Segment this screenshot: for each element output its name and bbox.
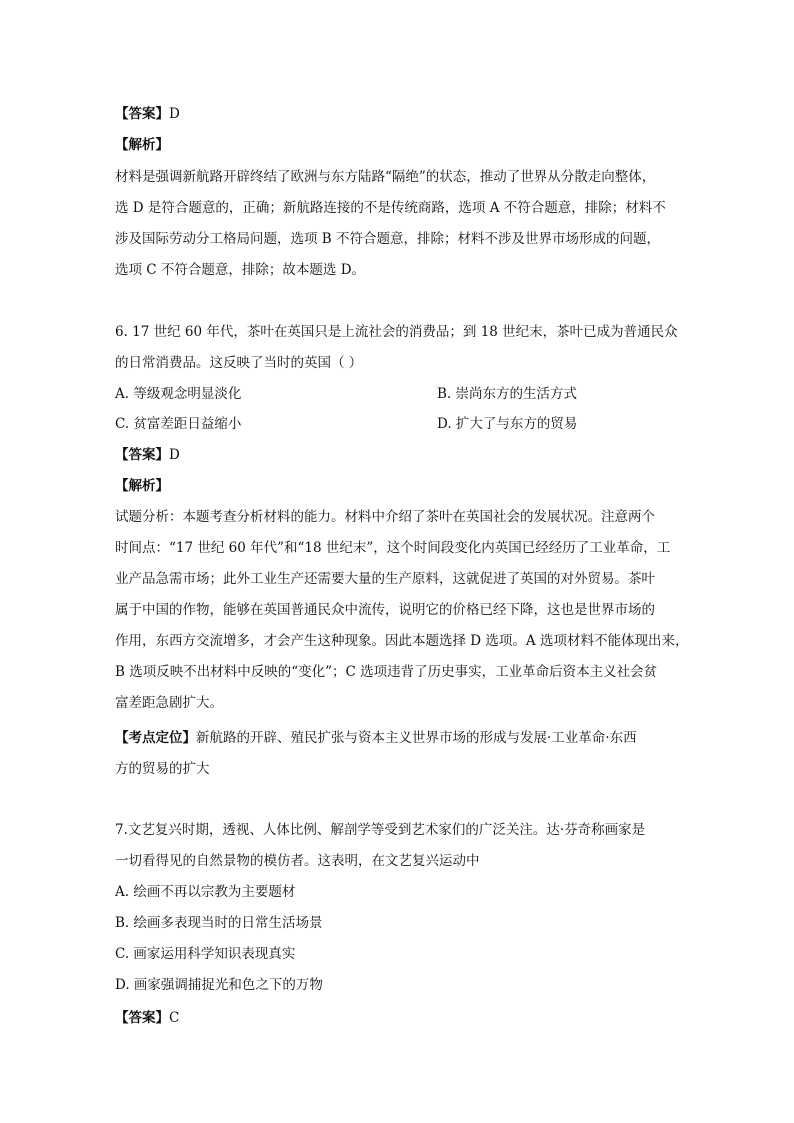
q6-stem-line: 的日常消费品。这反映了当时的英国（ ） <box>115 355 363 371</box>
q7-stem-line: 7.文艺复兴时期，透视、人体比例、解剖学等受到艺术家们的广泛关注。达·芬奇称画家是 <box>115 822 646 838</box>
answer-value: D <box>169 447 180 463</box>
kaodian-text: 新航路的开辟、殖民扩张与资本主义世界市场的形成与发展·工业革命·东西 <box>196 730 637 746</box>
q7-option-b: B. 绘画多表现当时的日常生活场景 <box>115 915 323 931</box>
q6-option-b: B. 崇尚东方的生活方式 <box>437 386 578 402</box>
q5-analysis-label: 【解析】 <box>115 137 169 153</box>
q6-analysis-line: B 选项反映不出材料中反映的“变化”；C 选项违背了历史事实，工业革命后资本主义社会贫 <box>115 664 658 680</box>
q7-option-d: D. 画家强调捕捉光和色之下的万物 <box>115 977 323 993</box>
q6-analysis-line: 属于中国的作物，能够在英国普通民众中流传，说明它的价格已经下降，这也是世界市场的 <box>115 602 655 618</box>
q6-answer <box>115 445 685 465</box>
q5-analysis-line: 选 D 是符合题意的，正确；新航路连接的不是传统商路，选项 A 不符合题意，排除；材料不 <box>115 200 666 216</box>
q6-analysis-line: 作用，东西方交流增多，才会产生这种现象。因此本题选择 D 选项。A 选项材料不能体现出来， <box>115 633 689 649</box>
answer-label: 【答案】 <box>115 106 169 122</box>
q6-analysis-line: 试题分析：本题考查分析材料的能力。材料中介绍了茶叶在英国社会的发展状况。注意两个 <box>115 509 655 525</box>
q6-option-a: A. 等级观念明显淡化 <box>115 386 242 402</box>
q6-option-c: C. 贫富差距日益缩小 <box>115 416 242 432</box>
q7-stem-line: 一切看得见的自然景物的模仿者。这表明，在文艺复兴运动中 <box>115 853 480 869</box>
q6-analysis-line: 富差距急剧扩大。 <box>115 695 223 711</box>
q6-kaodian-line2: 方的贸易的扩大 <box>115 761 210 777</box>
q5-analysis-line: 选项 C 不符合题意，排除；故本题选 D。 <box>115 262 366 278</box>
q6-analysis-line: 业产品急需市场；此外工业生产还需要大量的生产原料，这就促进了英国的对外贸易。茶叶 <box>115 571 655 587</box>
q6-analysis-label: 【解析】 <box>115 478 169 494</box>
q5-analysis-line: 涉及国际劳动分工格局问题，选项 B 不符合题意，排除；材料不涉及世界市场形成的问题， <box>115 231 661 247</box>
q7-option-c: C. 画家运用科学知识表现真实 <box>115 946 296 962</box>
answer-label: 【答案】 <box>115 447 169 463</box>
q7-option-a: A. 绘画不再以宗教为主要题材 <box>115 884 296 900</box>
q5-answer <box>115 104 685 124</box>
answer-label: 【答案】 <box>115 1010 169 1026</box>
kaodian-label: 【考点定位】 <box>115 730 196 746</box>
q6-stem-line: 6. 17 世纪 60 年代，茶叶在英国只是上流社会的消费品；到 18 世纪末，茶叶已成为普通民众 <box>115 324 678 340</box>
q6-option-d: D. 扩大了与东方的贸易 <box>437 416 578 432</box>
q6-analysis-line: 时间点：“17 世纪 60 年代”和“18 世纪末”，这个时间段变化内英国已经经历了工业革命，工 <box>115 540 671 556</box>
q7-answer <box>115 1008 685 1028</box>
answer-value: C <box>169 1010 180 1026</box>
q5-analysis-line: 材料是强调新航路开辟终结了欧洲与东方陆路“隔绝”的状态，推动了世界从分散走向整体， <box>115 169 656 185</box>
answer-value: D <box>169 106 180 122</box>
q6-kaodian <box>115 728 685 748</box>
